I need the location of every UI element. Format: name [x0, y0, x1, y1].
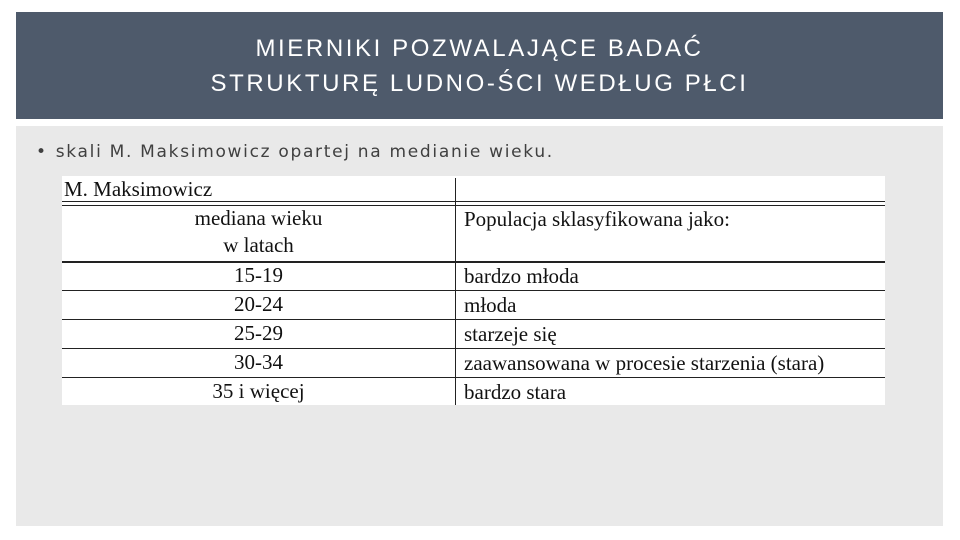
table-cell-label: bardzo stara: [464, 380, 567, 404]
title-banner: [16, 12, 943, 119]
table-title: M. Maksimowicz: [64, 177, 213, 201]
table-cell-range: 20-24: [234, 292, 283, 316]
header-classification: Populacja sklasyfikowana jako:: [464, 207, 730, 231]
table-cell-range: 35 i więcej: [212, 379, 305, 403]
table-cell-label: młoda: [464, 293, 517, 317]
table-column-divider: [455, 178, 456, 405]
classification-table: [62, 176, 885, 405]
header-median-age-line-2: w latach: [223, 233, 294, 257]
table-cell-label: starzeje się: [464, 322, 557, 346]
table-cell-range: 15-19: [234, 263, 283, 287]
table-cell-range: 30-34: [234, 350, 283, 374]
header-median-age-line-1: mediana wieku: [194, 206, 323, 230]
table-top-rule: [62, 201, 885, 202]
table-cell-label: bardzo młoda: [464, 264, 579, 288]
table-cell-label: zaawansowana w procesie starzenia (stara): [464, 351, 825, 375]
header-median-age: [62, 205, 455, 259]
bullet-text: skali M. Maksimowicz opartej na medianie wieku.: [55, 142, 554, 162]
bullet-dot-icon: •: [36, 142, 48, 162]
bullet-item: [36, 142, 554, 162]
slide-title-line-2: STRUKTURĘ LUDNO-ŚCI WEDŁUG PŁCI: [210, 69, 749, 97]
table-cell-range: 25-29: [234, 321, 283, 345]
slide-title-line-1: MIERNIKI POZWALAJĄCE BADAĆ: [255, 34, 704, 62]
